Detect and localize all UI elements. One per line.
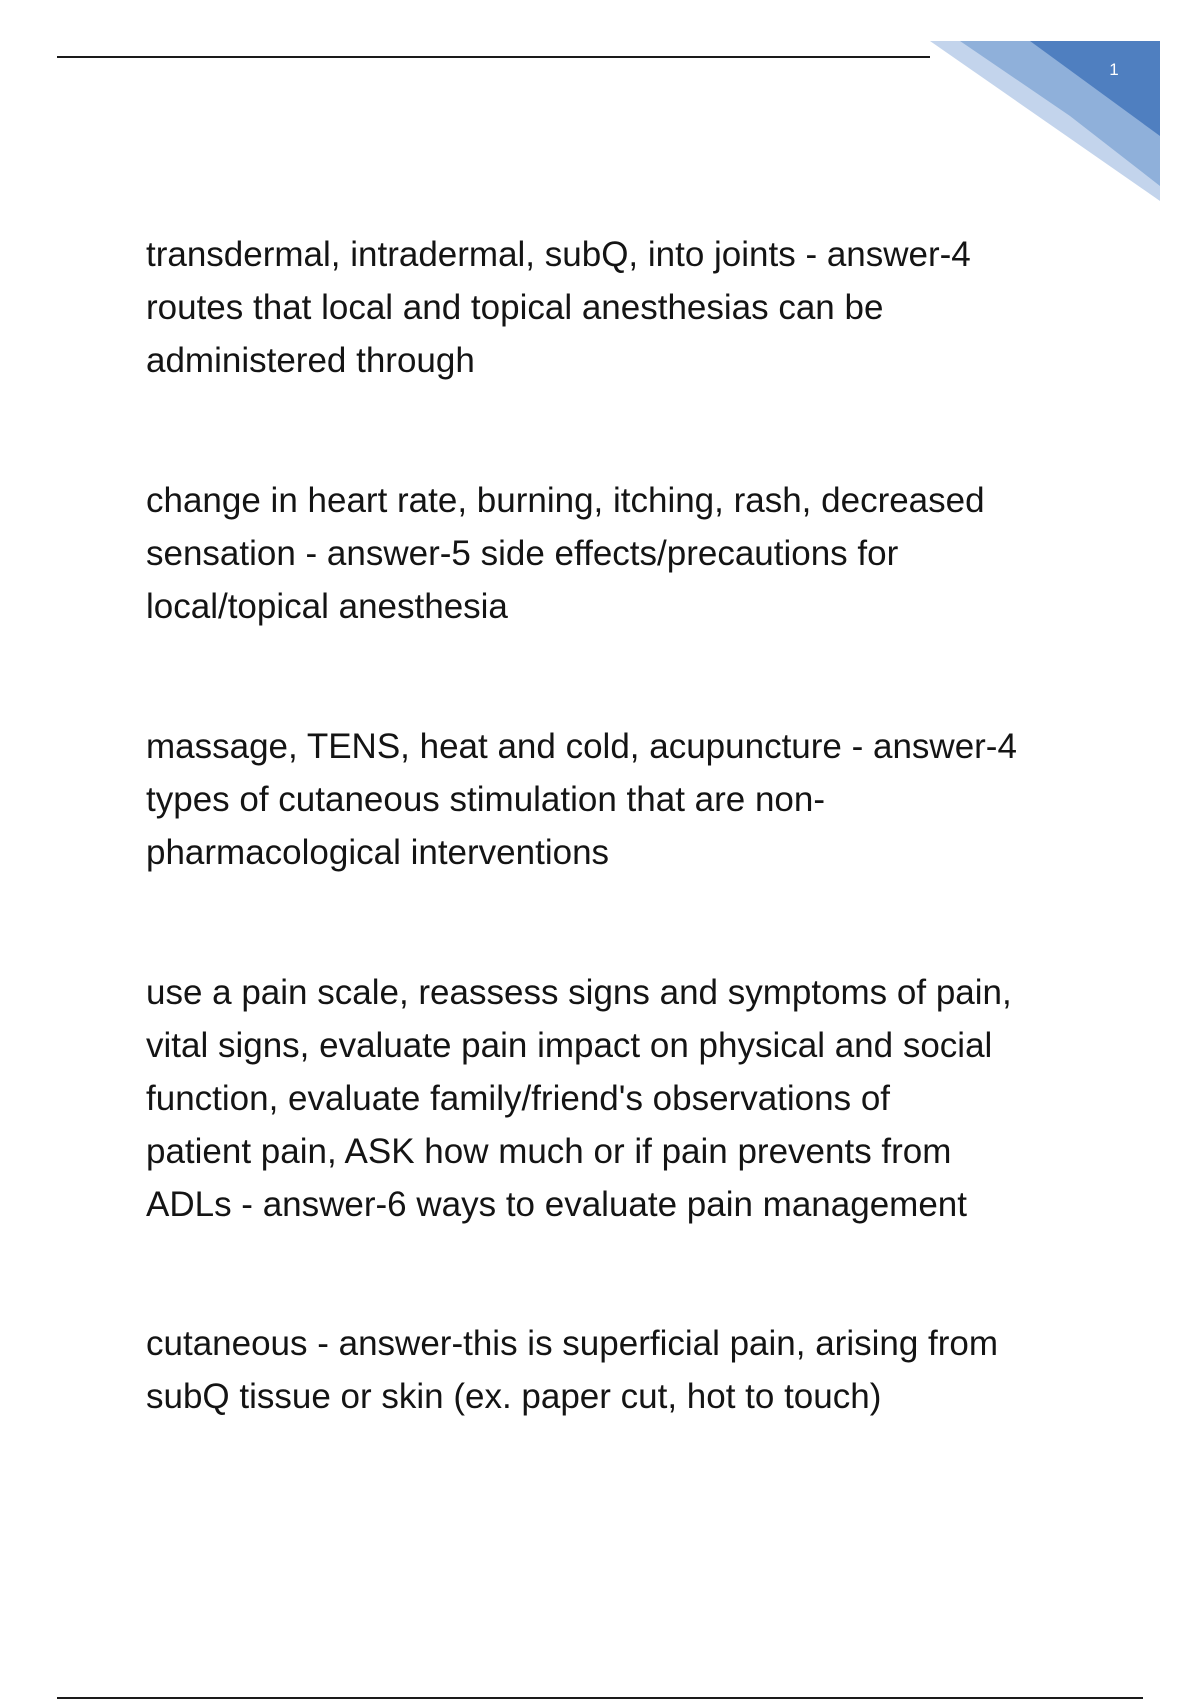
footer-rule — [57, 1697, 1143, 1699]
qa-item: transdermal, intradermal, subQ, into joints - answer-4 routes that local and topical anesthesias can be administered through — [146, 235, 971, 380]
corner-decoration — [930, 36, 1170, 206]
qa-item: change in heart rate, burning, itching, rash, decreased sensation - answer-5 side effects/precautions for local/topical anesthesia — [146, 481, 985, 626]
qa-item: use a pain scale, reassess signs and symptoms of pain, vital signs, evaluate pain impact on physical and social function, evaluate family/friend's observations of patient pain, ASK how much or if pain prevents from ADLs - answer-6 ways to evaluate pain management — [146, 973, 1012, 1224]
header-rule — [57, 56, 930, 58]
qa-item: cutaneous - answer-this is superficial pain, arising from subQ tissue or skin (ex. paper cut, hot to touch) — [146, 1324, 999, 1416]
page-number: 1 — [1109, 60, 1119, 79]
qa-item: massage, TENS, heat and cold, acupuncture - answer-4 types of cutaneous stimulation that are non- pharmacological interventions — [146, 727, 1017, 872]
